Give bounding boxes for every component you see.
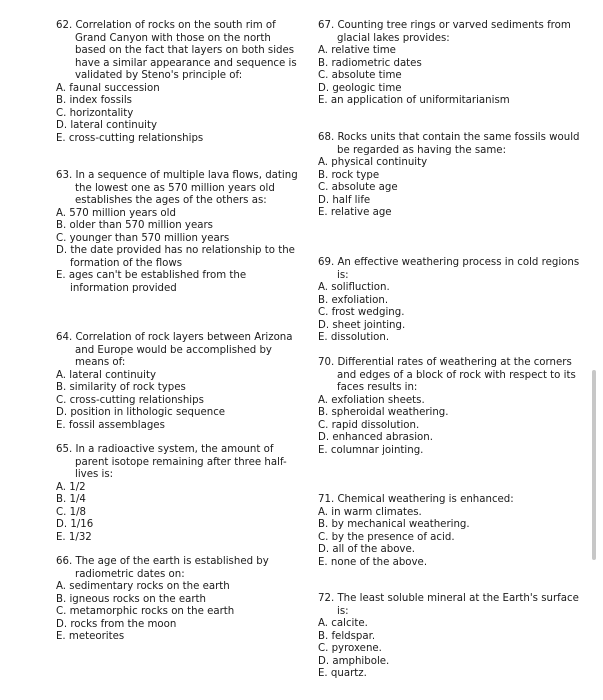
option-b: B. exfoliation. (318, 294, 389, 306)
question-stem: 67. Counting tree rings or varved sediments from glacial lakes provides: (318, 20, 571, 44)
option-e: E. quartz. (318, 668, 367, 679)
question-stem: 70. Differential rates of weathering at the corners and edges of a block of rock with respect to its faces results in: (318, 357, 576, 393)
option-b: B. feldspar. (318, 630, 376, 642)
option-b: B. rock type (318, 169, 380, 181)
question-67 (318, 20, 580, 108)
option-a: A. in warm climates. (318, 506, 422, 518)
option-b: B. spheroidal weathering. (318, 407, 449, 418)
option-e: E. columnar jointing. (318, 444, 424, 456)
option-e: E. an application of uniformitarianism (318, 95, 510, 106)
option-a: A. 1/2 (56, 481, 86, 493)
option-a: A. relative time (318, 45, 396, 56)
option-a: A. lateral continuity (56, 369, 156, 381)
question-stem: 66. The age of the earth is established by radiometric dates on: (56, 556, 269, 580)
option-e: E. meteorites (56, 631, 125, 642)
question-71 (318, 494, 580, 569)
option-a: A. calcite. (318, 618, 368, 629)
question-72 (318, 593, 580, 681)
question-stem: 62. Correlation of rocks on the south rim of Grand Canyon with those on the north based on the fact that layers on both sides have a similar appearance and sequence is validated by Steno's principle of: (56, 20, 297, 81)
question-66 (56, 556, 301, 644)
option-c: C. pyroxene. (318, 643, 382, 654)
option-d: D. enhanced abrasion. (318, 432, 433, 443)
option-d: D. position in lithologic sequence (56, 407, 226, 418)
option-d: D. rocks from the moon (56, 618, 177, 630)
question-stem: 71. Chemical weathering is enhanced: (318, 494, 514, 505)
option-d: D. amphibole. (318, 655, 390, 667)
option-d: D. lateral continuity (56, 120, 158, 131)
option-e: E. none of the above. (318, 556, 428, 568)
option-a: A. 570 million years old (56, 207, 176, 219)
vertical-scrollbar[interactable] (592, 370, 596, 560)
option-e: E. fossil assemblages (56, 419, 165, 431)
option-d: D. 1/16 (56, 519, 94, 530)
question-68 (318, 132, 580, 220)
option-d: D. sheet jointing. (318, 319, 406, 331)
option-c: C. 1/8 (56, 506, 86, 518)
option-b: B. by mechanical weathering. (318, 519, 470, 530)
option-d: D. geologic time (318, 82, 402, 94)
option-c: C. metamorphic rocks on the earth (56, 606, 235, 617)
option-e: E. ages can't be established from the information provided (56, 270, 247, 294)
question-64 (56, 332, 301, 432)
option-b: B. radiometric dates (318, 57, 422, 69)
option-a: A. physical continuity (318, 157, 428, 168)
option-c: C. frost wedging. (318, 307, 405, 318)
question-65 (56, 444, 301, 544)
question-stem: 68. Rocks units that contain the same fossils would be regarded as having the same: (318, 132, 580, 156)
question-stem: 64. Correlation of rock layers between Arizona and Europe would be accomplished by means of: (56, 332, 293, 368)
option-c: C. by the presence of acid. (318, 531, 455, 543)
question-69 (318, 257, 580, 345)
option-e: E. 1/32 (56, 531, 92, 543)
question-stem: 69. An effective weathering process in cold regions is: (318, 257, 580, 281)
option-a: A. faunal succession (56, 82, 160, 94)
question-stem: 72. The least soluble mineral at the Earth's surface is: (318, 593, 579, 617)
option-d: D. half life (318, 194, 371, 206)
option-e: E. cross-cutting relationships (56, 132, 204, 144)
option-d: D. the date provided has no relationship to the formation of the flows (56, 245, 295, 269)
option-c: C. absolute time (318, 70, 402, 81)
option-c: C. younger than 570 million years (56, 232, 230, 244)
option-c: C. cross-cutting relationships (56, 394, 204, 406)
option-b: B. index fossils (56, 95, 132, 106)
question-62 (56, 20, 301, 145)
question-stem: 65. In a radioactive system, the amount of parent isotope remaining after three half-lives is: (56, 444, 287, 480)
option-b: B. igneous rocks on the earth (56, 593, 207, 605)
option-b: B. older than 570 million years (56, 220, 213, 231)
option-e: E. relative age (318, 207, 392, 218)
option-a: A. sedimentary rocks on the earth (56, 581, 230, 592)
option-c: C. horizontality (56, 107, 134, 119)
question-stem: 63. In a sequence of multiple lava flows, dating the lowest one as 570 million years old establishes the ages of the others as: (56, 170, 298, 206)
option-c: C. rapid dissolution. (318, 419, 420, 431)
option-a: A. exfoliation sheets. (318, 394, 425, 406)
question-70 (318, 357, 580, 457)
option-b: B. 1/4 (56, 494, 86, 505)
option-c: C. absolute age (318, 182, 398, 193)
option-e: E. dissolution. (318, 332, 390, 343)
option-d: D. all of the above. (318, 544, 415, 555)
question-63 (56, 170, 301, 295)
option-b: B. similarity of rock types (56, 382, 186, 393)
option-a: A. solifluction. (318, 282, 390, 293)
